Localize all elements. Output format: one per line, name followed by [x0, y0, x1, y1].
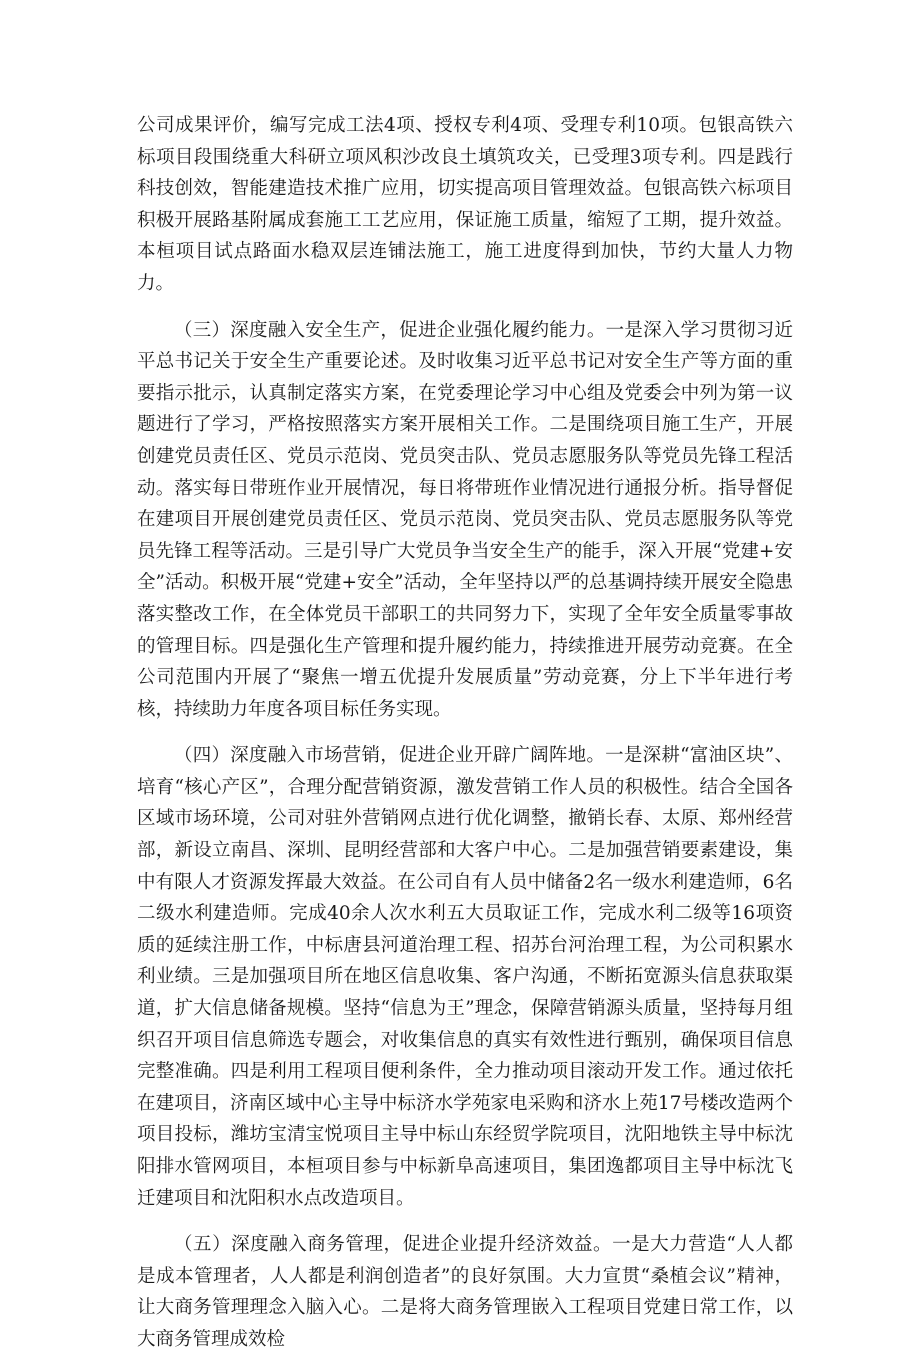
paragraph-safety-production: （三）深度融入安全生产，促进企业强化履约能力。一是深入学习贯彻习近平总书记关于安全生产重要论述。及时收集习近平总书记对安全生产等方面的重要指示批示，认真制定落实方案，在党委理论学习中心组及党委会中列为第一议题进行了学习，严格按照落实方案开展相关工作。二是围绕项目施工生产，开展创建党员责任区、党员示范岗、党员突击队、党员志愿服务队等党员先锋工程活动。落实每日带班作业开展情况，每日将带班作业情况进行通报分析。指导督促在建项目开展创建党员责任区、党员示范岗、党员突击队、党员志愿服务队等党员先锋工程等活动。三是引导广大党员争当安全生产的能手，深入开展“党建+安全”活动。积极开展“党建+安全”活动，全年坚持以严的总基调持续开展安全隐患落实整改工作，在全体党员干部职工的共同努力下，实现了全年安全质量零事故的管理目标。四是强化生产管理和提升履约能力，持续推进开展劳动竞赛。在全公司范围内开展了“聚焦一增五优提升发展质量”劳动竞赛，分上下半年进行考核，持续助力年度各项目标任务实现。: [137, 319, 793, 720]
document-body: [137, 110, 793, 1371]
paragraph-continuation: 公司成果评价，编写完成工法4项、授权专利4项、受理专利10项。包银高铁六标项目段围绕重大科研立项风积沙改良土填筑攻关，已受理3项专利。四是践行科技创效，智能建造技术推广应用，切实提高项目管理效益。包银高铁六标项目积极开展路基附属成套施工工艺应用，保证施工质量，缩短了工期，提升效益。本桓项目试点路面水稳双层连铺法施工，施工进度得到加快，节约大量人力物力。: [137, 115, 793, 294]
paragraph-marketing: （四）深度融入市场营销，促进企业开辟广阔阵地。一是深耕“富油区块”、培育“核心产区”，合理分配营销资源，激发营销工作人员的积极性。结合全国各区域市场环境，公司对驻外营销网点进行优化调整，撤销长春、太原、郑州经营部，新设立南昌、深圳、昆明经营部和大客户中心。二是加强营销要素建设，集中有限人才资源发挥最大效益。在公司自有人员中储备2名一级水利建造师，6名二级水利建造师。完成40余人次水利五大员取证工作，完成水利二级等16项资质的延续注册工作，中标唐县河道治理工程、招苏台河治理工程，为公司积累水利业绩。三是加强项目所在地区信息收集、客户沟通，不断拓宽源头信息获取渠道，扩大信息储备规模。坚持“信息为王”理念，保障营销源头质量，坚持每月组织召开项目信息筛选专题会，对收集信息的真实有效性进行甄别，确保项目信息完整准确。四是利用工程项目便利条件，全力推动项目滚动开发工作。通过依托在建项目，济南区域中心主导中标济水学苑家电采购和济水上苑17号楼改造两个项目投标，潍坊宝清宝悦项目主导中标山东经贸学院项目，沈阳地铁主导中标沈阳排水管网项目，本桓项目参与中标新阜高速项目，集团逸都项目主导中标沈飞迁建项目和沈阳积水点改造项目。: [137, 745, 793, 1209]
paragraph-business-management: （五）深度融入商务管理，促进企业提升经济效益。一是大力营造“人人都是成本管理者，人人都是利润创造者”的良好氛围。大力宣贯“桑植会议”精神，让大商务管理理念入脑入心。二是将大商务管理嵌入工程项目党建日常工作，以大商务管理成效检: [137, 1234, 793, 1350]
